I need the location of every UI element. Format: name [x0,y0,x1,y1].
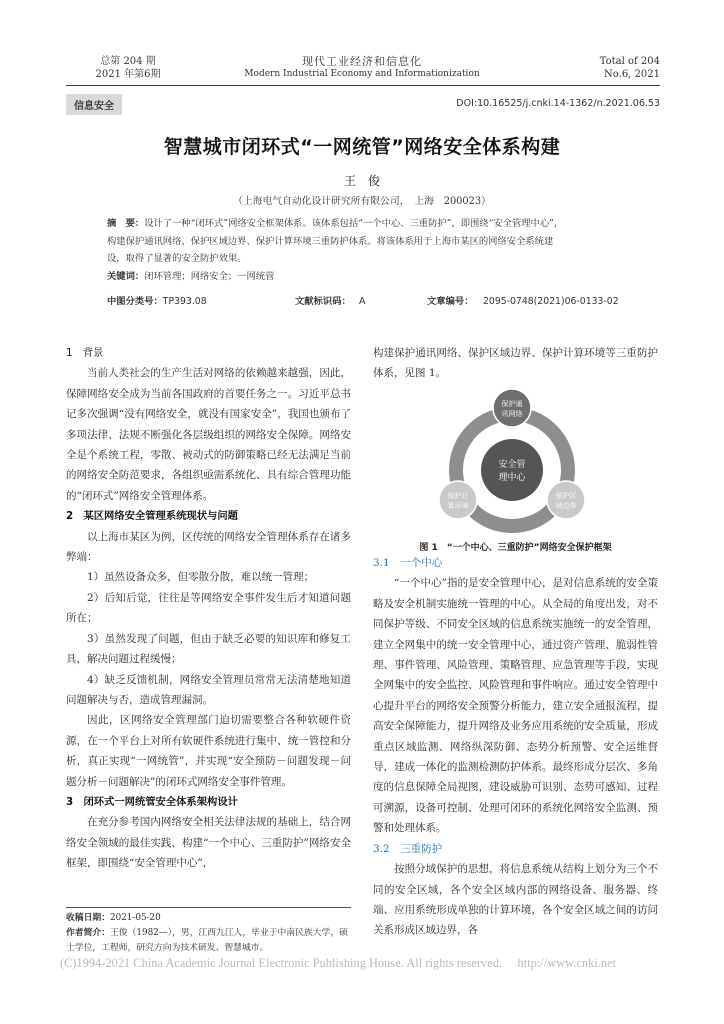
section-3-1-paragraph: “一个中心”指的是安全管理中心，是对信息系统的安全策略及安全机制实施统一管理的中心。从全局的角度出发，对不同保护等级、不同安全区域的信息系统实施统一的安全管理，建立全网集中的统一安全管理中心，通过资产管理、脆弱性管理、事件管理、风险管理、策略管理、应急管理等手段，实现全网集中的安全监控、风险管理和事件响应。通过安全管理中心提升平台的网络安全预警分析能力，建立安全通报流程，提高安全保障能力，提升网络及业务应用系统的安全质量，形成重点区域监测、网络纵深防御、态势分析预警、安全运维督导，建成一体化的监测检测防护体系。最终形成分层次、多角度的信息保障全局视图，建设威胁可识别、态势可感知、过程可溯源，设备可控制、处理可闭环的系统化网络安全监测、预警和处理体系。 [373,577,658,835]
node-computing-environment [439,481,477,519]
section-3-paragraph: 在充分参考国内网络安全相关法律法规的基础上，结合网络安全领域的最佳实践，构建“一个中心、三重防护”网络安全框架，即围绕“安全管理中心”， [66,816,351,870]
node-area-boundary [547,481,585,519]
received-date [66,911,351,926]
abstract-line-3: 设，取得了显著的安全防护效果。 [107,253,247,264]
node-top-label-1: 保护通 [501,400,523,408]
section-3-heading: 3 闭环式一网统管安全体系架构设计 [66,795,238,808]
left-column [66,343,351,870]
section-2-heading: 2 某区网络安全管理系统现状与问题 [66,510,238,523]
abstract-line-1 [107,215,637,233]
problem-item-4: 4）缺乏反馈机制，网络安全管理员常常无法清楚地知道问题解决与否，造成管理漏洞。 [66,673,351,706]
right-column-body [373,553,658,955]
management-center-node [481,439,543,501]
journal-title-en: Modern Industrial Economy and Informationization [244,69,480,79]
node-right-label-1: 保护区 [555,492,577,500]
abstract-line-2: 构建保护通讯网络、保护区域边界、保护计算环境三重防护体系。将该体系用于上海市某区的网络安全系统建 [107,235,554,247]
affiliation: （上海电气自动化设计研究所有限公司， 上海 200023） [233,196,491,207]
section-3-2-paragraph: 按照分域保护的思想，将信息系统从结构上划分为三个不同的安全区域，各个安全区域内部的网络设备、服务器、终端、应用系统形成单独的计算环境，各个安全区域之间的访问关系形成区域边界，各 [373,863,658,937]
doc-code-label: 文献标识码： [295,296,351,307]
problem-item-1: 1）虽然设备众多，但零散分散，难以统一管理； [87,571,315,584]
footnote-rule [66,907,351,908]
page-title: 智慧城市闭环式“一网统管”网络安全体系构建 [163,136,561,158]
section-3-2-heading: 3.2 三重防护 [373,842,443,855]
header-rule [66,85,660,86]
bio-label: 作者简介： [66,928,110,938]
keywords [107,268,637,286]
header-issue-year: 2021 年第6期 [95,69,161,80]
abstract-text-1: 设计了一种“闭环式”网络安全框架体系。该体系包括“一个中心、三重防护”，即围绕“安全管理中心”， [144,218,564,229]
node-top-label-2: 讯网络 [501,410,523,418]
copyright-watermark: (C)1994-2021 China Academic Journal Electronic Publishing House. All rights reserved. http://www.cnki.net [60,956,617,970]
doi: DOI:10.16525/j.cnki.14-1362/n.2021.06.53 [456,98,660,109]
problem-item-3: 3）虽然发现了问题，但由于缺乏必要的知识库和修复工具，解决问题过程缓慢； [66,632,351,666]
author: 王 俊 [343,174,380,188]
problem-item-2: 2）后知后觉，往往是等网络安全事件发生后才知道问题所在； [66,591,351,625]
intro-paragraph: 构建保护通讯网络、保护区域边界、保护计算环境等三重防护体系，见图 1。 [373,347,658,380]
figure-caption: 图 1 “一个中心、三重防护”网络安全保护框架 [419,543,612,553]
node-communication-network [493,389,531,427]
received-label: 收稿日期： [66,913,110,923]
header-right [560,55,660,81]
abstract-label: 摘 要： [107,218,145,229]
journal-title-cn: 现代工业经济和信息化 [302,55,422,68]
section-1-paragraph: 当前人类社会的生产生活对网络的依赖越来越强，因此，保障网络安全成为当前各国政府的首要任务之一。习近平总书记多次强调“没有网络安全，就没有国家安全”，我国也颁布了多项法律、法规不断强化各层级组织的网络安全保障。网络安全是个系统工程，零散、被动式的防御策略已经无法满足当前的网络安全防范要求，各组织亟需系统化、具有综合管理功能的“闭环式”网络安全管理体系。 [66,367,351,502]
author-bio [66,926,351,956]
keywords-text: 闭环管理；网络安全；一网统管 [144,270,275,282]
right-column-intro [373,343,658,384]
article-no-value: 2095-0748(2021)06-0133-02 [483,296,619,307]
footnote [66,911,351,956]
figure-1 [424,386,600,534]
article-no-label: 文章编号： [427,296,474,307]
center-label-2: 理中心 [498,473,526,483]
section-2-paragraph: 以上海市某区为例，区传统的网络安全管理体系存在诸多弊端： [66,530,351,564]
classification-row [107,293,637,311]
node-left-label-1: 保护计 [447,492,469,500]
clc-value: TP393.08 [162,296,207,307]
node-left-label-2: 算环境 [447,502,469,510]
keywords-label: 关键词： [107,270,145,282]
header-center [242,55,482,81]
clc-label: 中图分类号： [107,296,163,307]
section-2-conclusion: 因此，区网络安全管理部门迫切需要整合各种软硬件资源，在一个平台上对所有软硬件系统进行集中、统一管控和分析，真正实现“一网统管”，并实现“安全预防－问题发现－问题分析－问题解决”的闭环式网络安全事件管理。 [66,714,351,788]
category-tag: 信息安全 [66,94,122,115]
section-3-1-heading: 3.1 一个中心 [373,557,443,569]
abstract [107,215,637,285]
node-right-label-2: 域边界 [555,502,577,510]
doc-code-value: A [359,296,366,307]
section-1-heading: 1 背景 [66,347,104,359]
header-total: Total of 204 [599,56,660,67]
center-label-1: 安全管 [498,460,526,470]
header-left [83,55,173,81]
header-issue-total: 总第 204 期 [100,56,156,67]
bio-text: 王俊（1982—），男，江西九江人，毕业于中南民族大学，硕士学位，工程师，研究方向为技术研发、智慧城市。 [66,928,348,953]
received-value: 2021-05-20 [110,913,161,923]
header-number: No.6, 2021 [604,69,660,80]
